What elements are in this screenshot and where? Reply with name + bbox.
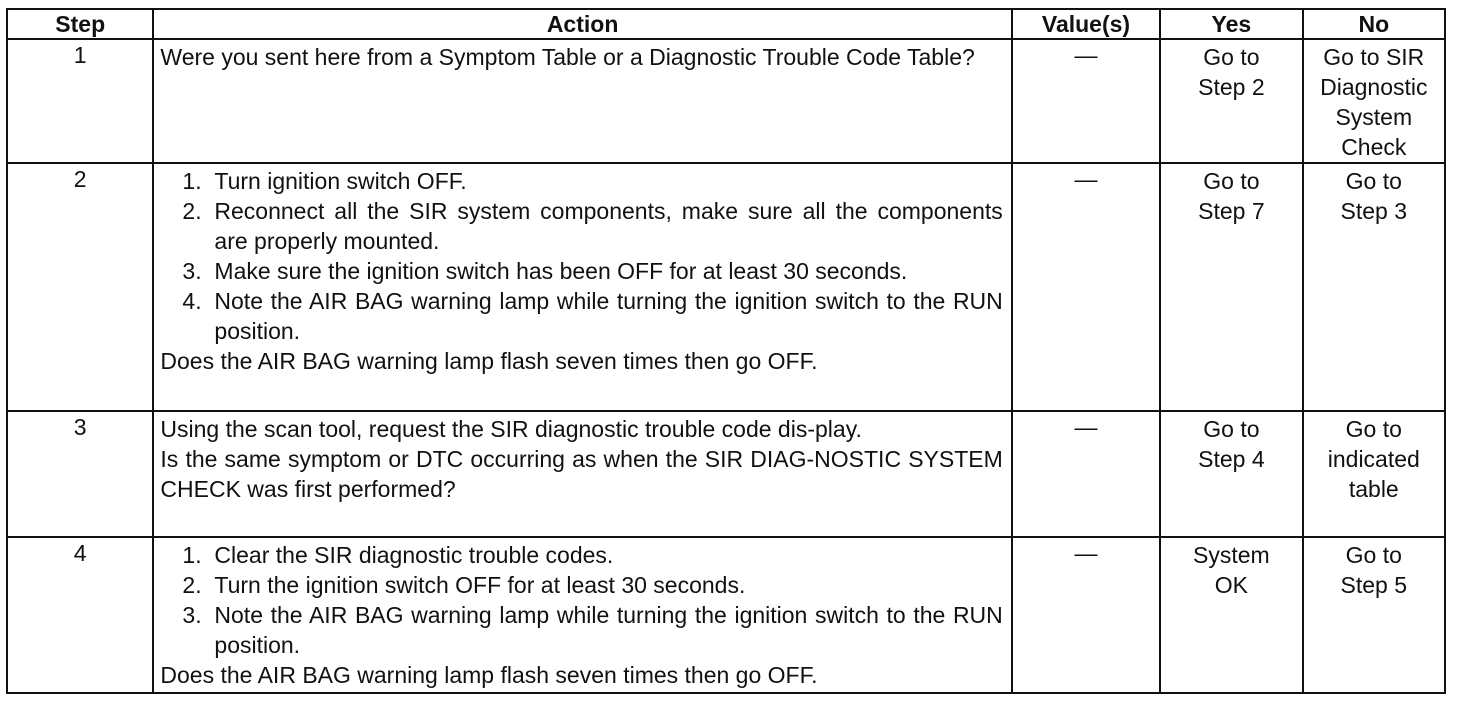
header-values: Value(s) <box>1012 9 1160 39</box>
no-line: System <box>1335 104 1413 130</box>
action-cell <box>153 411 1011 537</box>
yes-cell <box>1160 163 1302 411</box>
action-step-text: Clear the SIR diagnostic trouble codes. <box>214 542 614 568</box>
action-step-number: 1. <box>182 168 202 194</box>
no-line: Step 5 <box>1340 572 1408 598</box>
action-step-text: Reconnect all the SIR system components, make sure all the components are properly mounted. <box>214 198 1003 254</box>
no-line: table <box>1348 476 1399 502</box>
action-cell <box>153 163 1011 411</box>
action-question: Is the same symptom or DTC occurring as when the SIR DIAG-NOSTIC SYSTEM CHECK was first performed? <box>160 446 1003 502</box>
header-no: No <box>1303 9 1445 39</box>
value-cell: — <box>1012 39 1160 163</box>
value-cell: — <box>1012 163 1160 411</box>
no-line: Go to <box>1345 542 1402 568</box>
action-question: Does the AIR BAG warning lamp flash seven times then go OFF. <box>160 348 818 374</box>
action-step-item <box>160 540 1002 570</box>
action-step-item <box>160 166 1002 196</box>
yes-line: Step 2 <box>1198 74 1265 100</box>
step-number: 4 <box>7 537 153 693</box>
no-line: indicated <box>1327 446 1420 472</box>
step-number: 3 <box>7 411 153 537</box>
table-row <box>7 537 1445 693</box>
step-number: 2 <box>7 163 153 411</box>
no-cell <box>1303 411 1445 537</box>
no-line: Go to <box>1345 168 1402 194</box>
yes-line: Step 4 <box>1198 446 1265 472</box>
no-line: Diagnostic <box>1320 74 1428 100</box>
action-cell <box>153 39 1011 163</box>
action-step-number: 3. <box>182 602 202 628</box>
action-step-text: Note the AIR BAG warning lamp while turning the ignition switch to the RUN position. <box>214 602 1003 658</box>
action-text: Were you sent here from a Symptom Table or a Diagnostic Trouble Code Table? <box>160 44 975 70</box>
action-step-number: 1. <box>182 542 202 568</box>
yes-cell <box>1160 411 1302 537</box>
yes-cell <box>1160 537 1302 693</box>
table-row <box>7 39 1445 163</box>
yes-line: Step 7 <box>1198 198 1265 224</box>
action-question: Does the AIR BAG warning lamp flash seven times then go OFF. <box>160 662 818 688</box>
yes-cell <box>1160 39 1302 163</box>
yes-line: Go to <box>1203 416 1260 442</box>
action-text: Using the scan tool, request the SIR diagnostic trouble code dis-play. <box>160 416 862 442</box>
table-row <box>7 163 1445 411</box>
yes-line: OK <box>1214 572 1248 598</box>
action-step-text: Turn ignition switch OFF. <box>214 168 467 194</box>
action-step-number: 2. <box>182 572 202 598</box>
action-step-item <box>160 286 1002 346</box>
value-cell: — <box>1012 537 1160 693</box>
action-step-item <box>160 600 1002 660</box>
action-step-item <box>160 570 1002 600</box>
action-step-number: 3. <box>182 258 202 284</box>
action-step-text: Make sure the ignition switch has been OFF for at least 30 seconds. <box>214 258 908 284</box>
no-cell <box>1303 39 1445 163</box>
action-step-number: 2. <box>182 198 202 224</box>
yes-line: Go to <box>1203 44 1260 70</box>
no-line: Step 3 <box>1340 198 1408 224</box>
action-step-number: 4. <box>182 288 202 314</box>
yes-line: Go to <box>1203 168 1260 194</box>
step-number: 1 <box>7 39 153 163</box>
yes-line: System <box>1193 542 1270 568</box>
action-steps-list <box>160 540 1002 660</box>
action-step-text: Turn the ignition switch OFF for at least 30 seconds. <box>214 572 746 598</box>
header-action: Action <box>153 9 1011 39</box>
no-cell <box>1303 163 1445 411</box>
header-yes: Yes <box>1160 9 1302 39</box>
table-row <box>7 411 1445 537</box>
action-cell <box>153 537 1011 693</box>
action-steps-list <box>160 166 1002 346</box>
diagnostic-table <box>6 8 1446 694</box>
action-step-text: Note the AIR BAG warning lamp while turning the ignition switch to the RUN position. <box>214 288 1003 344</box>
no-cell <box>1303 537 1445 693</box>
action-step-item <box>160 256 1002 286</box>
no-line: Go to <box>1345 416 1402 442</box>
no-line: Go to SIR <box>1323 44 1425 70</box>
header-step: Step <box>7 9 153 39</box>
action-step-item <box>160 196 1002 256</box>
value-cell: — <box>1012 411 1160 537</box>
table-header-row <box>7 9 1445 39</box>
no-line: Check <box>1341 134 1407 160</box>
